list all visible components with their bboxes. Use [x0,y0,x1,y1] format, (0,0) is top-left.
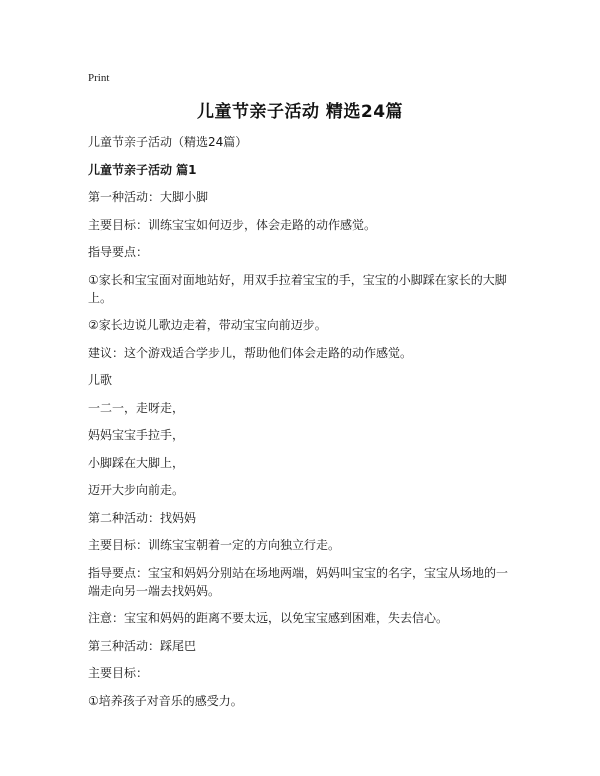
document-body [88,133,516,719]
paragraph: 第三种活动：踩尾巴 [88,638,197,653]
paragraph: ②家长边说儿歌边走着，带动宝宝向前迈步。 [88,318,327,332]
print-label[interactable]: Print [88,72,110,84]
paragraph: 儿歌 [88,373,113,387]
paragraph: ①家长和宝宝面对面地站好，用双手拉着宝宝的手，宝宝的小脚踩在家长的大脚上。 [88,272,507,305]
paragraph: 建议：这个游戏适合学步儿，帮助他们体会走路的动作感觉。 [88,345,413,360]
rhyme-line: 小脚踩在大脚上， [88,455,185,470]
paragraph: 指导要点： [88,245,149,259]
paragraph: 第一种活动：大脚小脚 [88,190,209,204]
paragraph: 主要目标：训练宝宝朝着一定的方向独立行走。 [88,538,341,552]
paragraph: 第二种活动：找妈妈 [88,510,197,525]
paragraph: 注意：宝宝和妈妈的距离不要太远，以免宝宝感到困难，失去信心。 [88,611,449,625]
rhyme-line: 迈开大步向前走。 [88,483,185,497]
paragraph: 指导要点：宝宝和妈妈分别站在场地两端，妈妈叫宝宝的名字，宝宝从场地的一端走向另一端去找妈妈。 [88,565,509,598]
rhyme-line: 一二一，走呀走， [88,400,185,415]
document-title: 儿童节亲子活动 精选24篇 [196,102,404,122]
paragraph: 主要目标：训练宝宝如何迈步，体会走路的动作感觉。 [88,217,377,232]
paragraph: ①培养孩子对音乐的感受力。 [88,693,243,708]
section-heading: 儿童节亲子活动 篇1 [88,162,197,177]
subtitle: 儿童节亲子活动（精选24篇） [88,135,248,149]
rhyme-line: 妈妈宝宝手拉手， [88,428,185,442]
paragraph: 主要目标： [88,666,149,680]
